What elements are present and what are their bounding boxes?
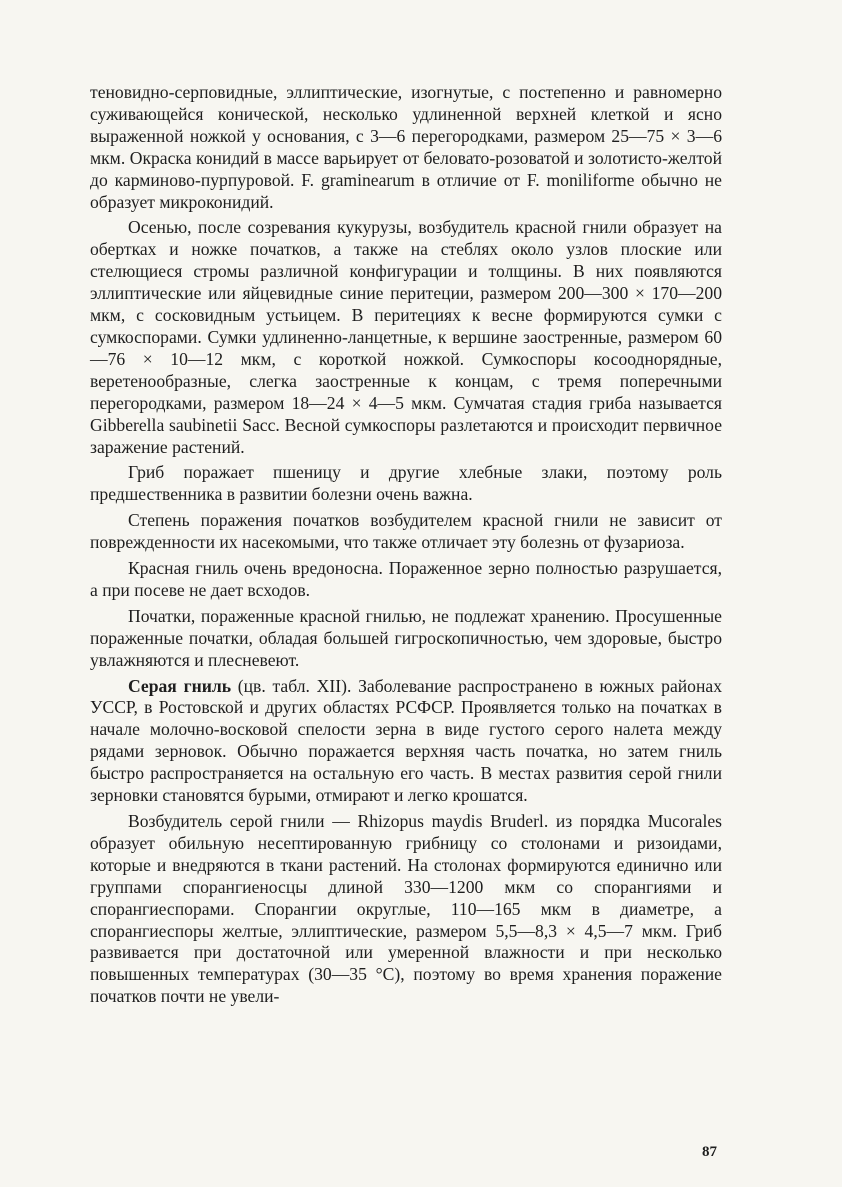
paragraph-6: Початки, пораженные красной гнилью, не подлежат хранению. Просушенные пораженные початки, обладая большей гигроскопичностью, чем здоровые, быстро увлажняются и плесневеют. (90, 605, 722, 670)
page-number: 87 (702, 1144, 717, 1160)
paragraph-5: Красная гниль очень вредоносна. Пораженное зерно полностью разрушается, а при посеве не дает всходов. (90, 558, 722, 600)
paragraph-8: Возбудитель серой гнили — Rhizopus maydis Bruderl. из порядка Mucorales образует обильную несептированную грибницу со столонами и ризоидами, которые и внедряются в ткани растений. На столонах формируются единично или группами спорангиеносцы длиной 330—1200 мкм со спорангиями и спорангиеспорами. Спорангии округлые, 110—165 мкм в диаметре, а спорангиеспоры желтые, эллиптические, размером 5,5—8,3 × 4,5—7 мкм. Гриб развивается при достаточной или умеренной влажности и при несколько повышенных температурах (30—35 °C), поэтому во время хранения поражение початков почти не увели- (90, 811, 722, 1007)
paragraph-3: Гриб поражает пшеницу и другие хлебные злаки, поэтому роль предшественника в развитии болезни очень важна. (90, 462, 722, 505)
section-heading-grey-rot: Серая гниль (128, 675, 232, 696)
paragraph-4: Степень поражения початков возбудителем красной гнили не зависит от поврежденности их насекомыми, что также отличает эту болезнь от фузариоза. (90, 510, 722, 553)
paragraph-2: Осенью, после созревания кукурузы, возбудитель красной гнили образует на обертках и ножке початков, а также на стеблях около узлов плоские или стелющиеся стромы различной конфигурации и толщины. В них появляются эллиптические или яйцевидные синие перитеции, размером 200—300 × 170—200 мкм, с сосковидным устьицем. В перитециях к весне формируются сумки с сумкоспорами. Сумки удлиненно-ланцетные, к вершине заостренные, размером 60—76 × 10—12 мкм, с короткой ножкой. Сумкоспоры косооднорядные, веретенообразные, слегка заостренные к концам, с тремя поперечными перегородками, размером 18—24 × 4—5 мкм. Сумчатая стадия гриба называется Gibberella saubinetii Sacc. Весной сумкоспоры разлетаются и происходит первичное заражение растений. (90, 217, 722, 457)
body-text (90, 82, 722, 1008)
paragraph-7 (90, 676, 722, 807)
paragraph-7-body: (цв. табл. XII). Заболевание распространено в южных районах УССР, в Ростовской и других областях РСФСР. Проявляется только на початках в начале молочно-восковой спелости зерна в виде густого серого налета между рядами зерновок. Обычно поражается верхняя часть початка, но затем гниль быстро распространяется на остальную его часть. В местах развития серой гнили зерновки становятся бурыми, отмирают и легко крошатся. (90, 675, 722, 806)
paragraph-1: теновидно-серповидные, эллиптические, изогнутые, с постепенно и равномерно суживающейся конической, несколько удлиненной верхней клеткой и ясно выраженной ножкой у основания, с 3—6 перегородками, размером 25—75 × 3—6 мкм. Окраска конидий в массе варьирует от беловато-розоватой и золотисто-желтой до карминово-пурпуровой. F. graminearum в отличие от F. moniliforme обычно не образует микроконидий. (90, 82, 722, 212)
